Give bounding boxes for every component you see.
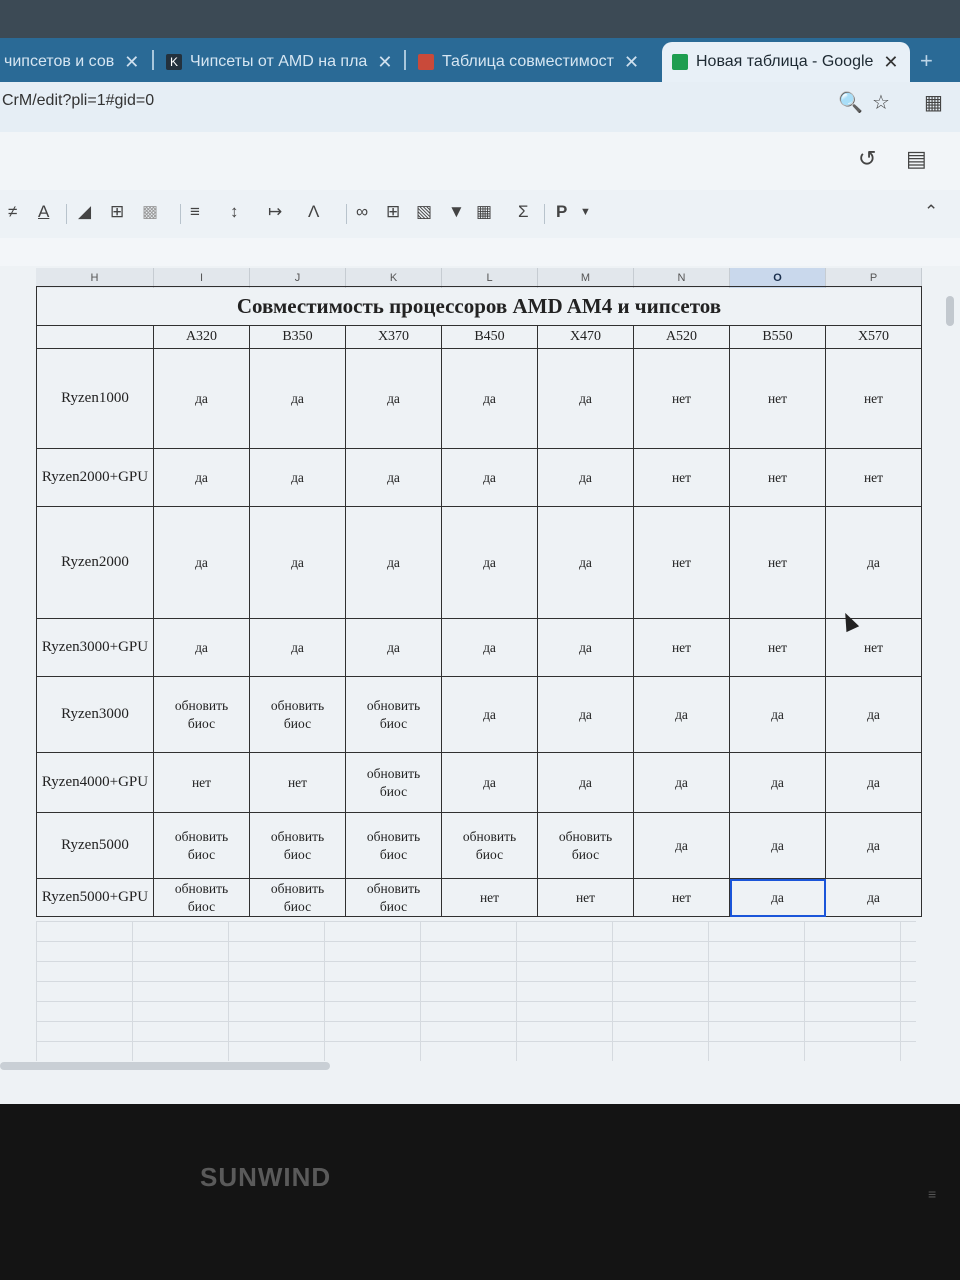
table-cell[interactable]: да (442, 619, 538, 677)
table-cell[interactable]: да (346, 449, 442, 507)
table-cell[interactable]: да (442, 507, 538, 619)
column-header-p[interactable]: P (826, 268, 922, 288)
functions-icon[interactable]: Σ (518, 202, 529, 221)
column-header-n[interactable]: N (634, 268, 730, 288)
column-header-o[interactable]: O (730, 268, 826, 288)
horizontal-scrollbar[interactable] (0, 1062, 330, 1070)
table-cell[interactable]: да (634, 677, 730, 753)
menu-icon: ≡ (928, 1186, 937, 1202)
table-cell[interactable]: да (538, 507, 634, 619)
table-cell[interactable]: да (346, 619, 442, 677)
address-bar (0, 82, 960, 132)
tab-title: Таблица совместимост (442, 53, 614, 70)
table-cell[interactable]: обновить биос (346, 677, 442, 753)
close-icon[interactable]: ✕ (377, 51, 393, 72)
cpu-label[interactable]: Ryzen5000+GPU (37, 879, 154, 917)
table-cell[interactable]: нет (154, 753, 250, 813)
app-header (0, 132, 960, 190)
table-cell[interactable]: обновить биос (250, 677, 346, 753)
browser-tab-strip (0, 0, 960, 82)
new-tab-button[interactable]: + (920, 48, 933, 73)
table-cell[interactable]: обновить биос (250, 879, 346, 917)
toolbar-separator (66, 204, 67, 224)
table-row (37, 619, 922, 677)
tab-title: Чипсеты от AMD на пла (190, 53, 368, 70)
toolbar-separator (544, 204, 545, 224)
empty-grid-cells[interactable] (36, 921, 916, 1061)
table-cell[interactable]: да (634, 753, 730, 813)
amd-news-favicon-icon (418, 54, 434, 70)
table-cell[interactable]: да (634, 813, 730, 879)
sheets-favicon-icon (672, 54, 688, 70)
table-cell[interactable]: нет (634, 619, 730, 677)
tab-separator (152, 50, 154, 70)
text-rotation-icon[interactable]: Λ (308, 202, 320, 221)
table-cell[interactable]: да (538, 449, 634, 507)
toolbar-separator (180, 204, 181, 224)
horizontal-align-icon[interactable]: ≡ (190, 202, 200, 221)
table-cell[interactable]: да (154, 449, 250, 507)
table-cell[interactable]: да (826, 677, 922, 753)
tab-2[interactable] (166, 44, 396, 80)
chipset-header[interactable]: X370 (346, 326, 442, 349)
table-cell[interactable]: да (538, 753, 634, 813)
table-cell[interactable]: обновить биос (346, 813, 442, 879)
table-cell[interactable]: да (250, 449, 346, 507)
table-cell[interactable]: обновить биос (154, 813, 250, 879)
tab-3[interactable] (418, 44, 650, 80)
strikethrough-icon[interactable]: ≠ (8, 202, 18, 221)
filter-icon[interactable]: ▼ (448, 202, 465, 221)
chipset-header[interactable]: A520 (634, 326, 730, 349)
table-cell[interactable]: нет (634, 349, 730, 449)
cpu-label[interactable]: Ryzen5000 (37, 813, 154, 879)
table-cell[interactable]: да (826, 753, 922, 813)
table-cell[interactable]: обновить биос (538, 813, 634, 879)
merge-cells-icon[interactable]: ▩ (142, 202, 159, 221)
compatibility-table (36, 286, 922, 917)
table-cell[interactable]: нет (442, 879, 538, 917)
table-cell[interactable]: нет (730, 349, 826, 449)
fill-color-icon[interactable]: ◢ (78, 202, 92, 221)
monitor-bezel (0, 1104, 960, 1280)
table-cell[interactable]: нет (250, 753, 346, 813)
vertical-align-icon[interactable]: ↕ (230, 202, 239, 221)
table-cell[interactable]: нет (634, 449, 730, 507)
version-history-icon[interactable]: ↺ (858, 146, 877, 171)
corner-cell[interactable] (37, 326, 154, 349)
table-row (37, 507, 922, 619)
table-row (37, 813, 922, 879)
column-header-l[interactable]: L (442, 268, 538, 288)
table-cell[interactable]: нет (730, 449, 826, 507)
table-row (37, 449, 922, 507)
table-cell[interactable]: нет (634, 507, 730, 619)
chipset-header[interactable]: A320 (154, 326, 250, 349)
chevron-down-icon[interactable]: ▼ (580, 206, 591, 218)
table-row (37, 677, 922, 753)
tab-strip-top (0, 0, 960, 38)
table-cell[interactable]: да (154, 507, 250, 619)
formula-bar-area (0, 238, 960, 266)
table-title[interactable]: Совместимость процессоров AMD AM4 и чипсетов (37, 287, 922, 326)
chipset-header[interactable]: X570 (826, 326, 922, 349)
chipset-header[interactable]: X470 (538, 326, 634, 349)
column-header-k[interactable]: K (346, 268, 442, 288)
table-cell[interactable]: обновить биос (442, 813, 538, 879)
table-cell[interactable]: да (538, 619, 634, 677)
chipset-header[interactable]: B550 (730, 326, 826, 349)
table-cell[interactable]: нет (826, 619, 922, 677)
bookmark-star-icon[interactable]: ☆ (872, 92, 890, 114)
table-cell[interactable]: нет (826, 449, 922, 507)
table-cell[interactable]: да (442, 753, 538, 813)
formatting-toolbar (0, 190, 960, 238)
borders-icon[interactable]: ⊞ (110, 202, 125, 221)
column-header-h[interactable]: H (36, 268, 154, 288)
table-cell[interactable]: да (250, 507, 346, 619)
filter-views-icon[interactable]: ▦ (476, 202, 493, 221)
table-cell[interactable]: нет (730, 507, 826, 619)
close-icon[interactable]: ✕ (883, 51, 899, 72)
column-header-m[interactable]: M (538, 268, 634, 288)
sheet-grid[interactable] (0, 266, 960, 1104)
cpu-label[interactable]: Ryzen3000+GPU (37, 619, 154, 677)
tab-1[interactable] (4, 44, 144, 80)
table-cell[interactable]: да (346, 349, 442, 449)
table-cell[interactable]: обновить биос (154, 879, 250, 917)
close-icon[interactable]: ✕ (124, 51, 140, 72)
chipset-header[interactable]: B350 (250, 326, 346, 349)
column-header-j[interactable]: J (250, 268, 346, 288)
table-cell[interactable]: да (826, 879, 922, 917)
insert-comment-icon[interactable]: ⊞ (386, 202, 401, 221)
currency-input-tools-button[interactable]: Р (556, 202, 568, 221)
table-cell[interactable]: да (538, 677, 634, 753)
tab-4-active[interactable] (662, 42, 910, 82)
table-cell[interactable]: да (826, 507, 922, 619)
cpu-label[interactable]: Ryzen1000 (37, 349, 154, 449)
k-favicon-icon: K (166, 54, 182, 70)
table-cell[interactable]: обновить биос (154, 677, 250, 753)
table-cell[interactable]: да (730, 677, 826, 753)
text-color-icon[interactable]: A (38, 202, 50, 221)
comments-icon[interactable]: ▤ (906, 146, 927, 171)
cpu-label[interactable]: Ryzen2000+GPU (37, 449, 154, 507)
insert-chart-icon[interactable]: ▧ (416, 202, 433, 221)
table-cell[interactable]: обновить биос (250, 813, 346, 879)
toolbar-separator (346, 204, 347, 224)
table-row (37, 753, 922, 813)
table-row (37, 349, 922, 449)
cpu-label[interactable]: Ryzen3000 (37, 677, 154, 753)
table-cell[interactable]: да (250, 349, 346, 449)
tab-title: чипсетов и сов (4, 53, 115, 70)
collapse-toolbar-icon[interactable]: ⌃ (924, 202, 939, 221)
table-cell[interactable]: да (346, 507, 442, 619)
tab-separator (404, 50, 406, 70)
cpu-label[interactable]: Ryzen4000+GPU (37, 753, 154, 813)
table-cell[interactable]: обновить биос (346, 753, 442, 813)
cpu-label[interactable]: Ryzen2000 (37, 507, 154, 619)
close-icon[interactable]: ✕ (623, 51, 640, 72)
url-field[interactable]: CrM/edit?pli=1#gid=0 (2, 92, 155, 109)
chipset-header[interactable]: B450 (442, 326, 538, 349)
table-cell[interactable]: да (250, 619, 346, 677)
zoom-icon[interactable]: 🔍 (838, 92, 863, 114)
monitor-brand-logo: SUNWIND (200, 1162, 332, 1192)
table-cell[interactable]: да (442, 349, 538, 449)
tab-title: Новая таблица - Google (696, 53, 874, 70)
table-cell[interactable]: да (154, 349, 250, 449)
table-cell[interactable]: нет (826, 349, 922, 449)
text-wrap-icon[interactable]: ↦ (268, 202, 283, 221)
table-cell[interactable]: да (442, 449, 538, 507)
table-cell[interactable]: нет (730, 619, 826, 677)
table-cell[interactable]: нет (634, 879, 730, 917)
table-cell[interactable]: да (442, 677, 538, 753)
extensions-icon[interactable]: ▦ (924, 92, 943, 114)
table-cell[interactable]: да (538, 349, 634, 449)
table-row (37, 879, 922, 917)
table-cell[interactable]: да (730, 813, 826, 879)
table-cell[interactable]: да (730, 753, 826, 813)
selected-cell[interactable]: да (730, 879, 826, 917)
table-cell[interactable]: да (154, 619, 250, 677)
table-cell[interactable]: обновить биос (346, 879, 442, 917)
vertical-scrollbar[interactable] (946, 296, 954, 326)
table-cell[interactable]: нет (538, 879, 634, 917)
insert-link-icon[interactable]: ∞ (356, 202, 369, 221)
table-cell[interactable]: да (826, 813, 922, 879)
column-header-i[interactable]: I (154, 268, 250, 288)
